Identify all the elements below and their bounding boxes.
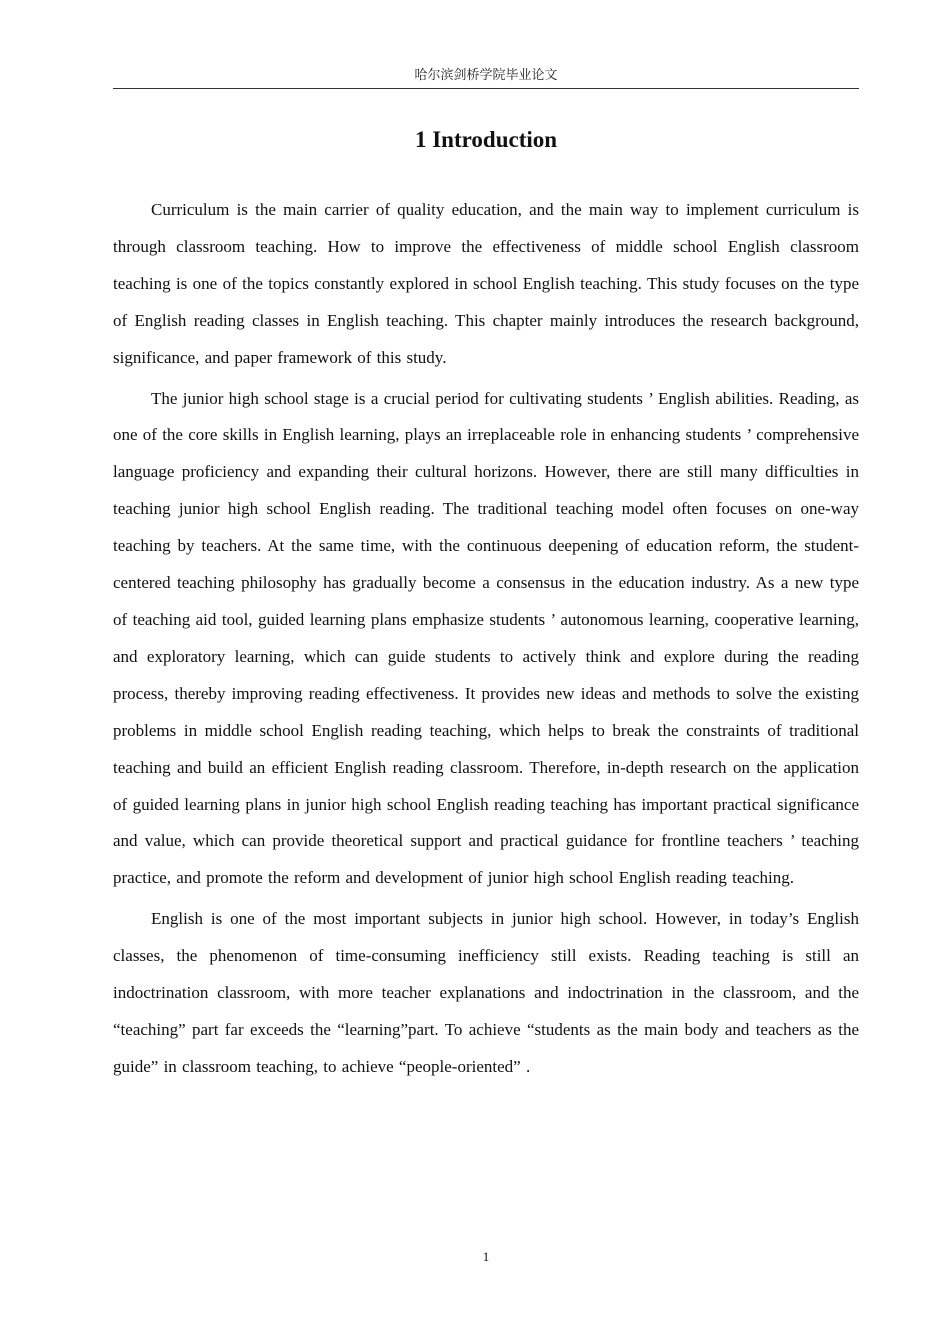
paragraph-1: Curriculum is the main carrier of quality education, and the main way to implement curriculum is through classroom teaching. How to improve the effectiveness of middle school English classroom teaching is one of the topics constantly explored in school English teaching. This study focuses on the type of English reading classes in English teaching. This chapter mainly introduces the research background, significance, and paper framework of this study.: [113, 200, 859, 367]
chapter-title: 1 Introduction: [414, 127, 558, 152]
page-number: 1: [482, 1249, 490, 1264]
body-text: [113, 192, 859, 1090]
paragraph-3: English is one of the most important subjects in junior high school. However, in today’s English classes, the phenomenon of time-consuming inefficiency still exists. Reading teaching is still an indoctrination classroom, with more teacher explanations and indoctrination in the classroom, and the “teaching” part far exceeds the “learning”part. To achieve “students as the main body and teachers as the guide” in classroom teaching, to achieve “people-oriented” .: [113, 909, 859, 1076]
paragraph-2: The junior high school stage is a crucial period for cultivating students ’ English abilities. Reading, as one of the core skills in English learning, plays an irreplaceable role in enhancing students ’ comprehensive language proficiency and expanding their cultural horizons. However, there are still many difficulties in teaching junior high school English reading. The traditional teaching model often focuses on one-way teaching by teachers. At the same time, with the continuous deepening of education reform, the student-centered teaching philosophy has gradually become a consensus in the education industry. As a new type of teaching aid tool, guided learning plans emphasize students ’ autonomous learning, cooperative learning, and exploratory learning, which can guide students to actively think and explore during the reading process, thereby improving reading effectiveness. It provides new ideas and methods to solve the existing problems in middle school English reading teaching, which helps to break the constraints of traditional teaching and build an efficient English reading classroom. Therefore, in-depth research on the application of guided learning plans in junior high school English reading teaching has important practical significance and value, which can provide theoretical support and practical guidance for frontline teachers ’ teaching practice, and promote the reform and development of junior high school English reading teaching.: [113, 388, 859, 888]
running-header: 哈尔滨剑桥学院毕业论文: [113, 66, 859, 89]
